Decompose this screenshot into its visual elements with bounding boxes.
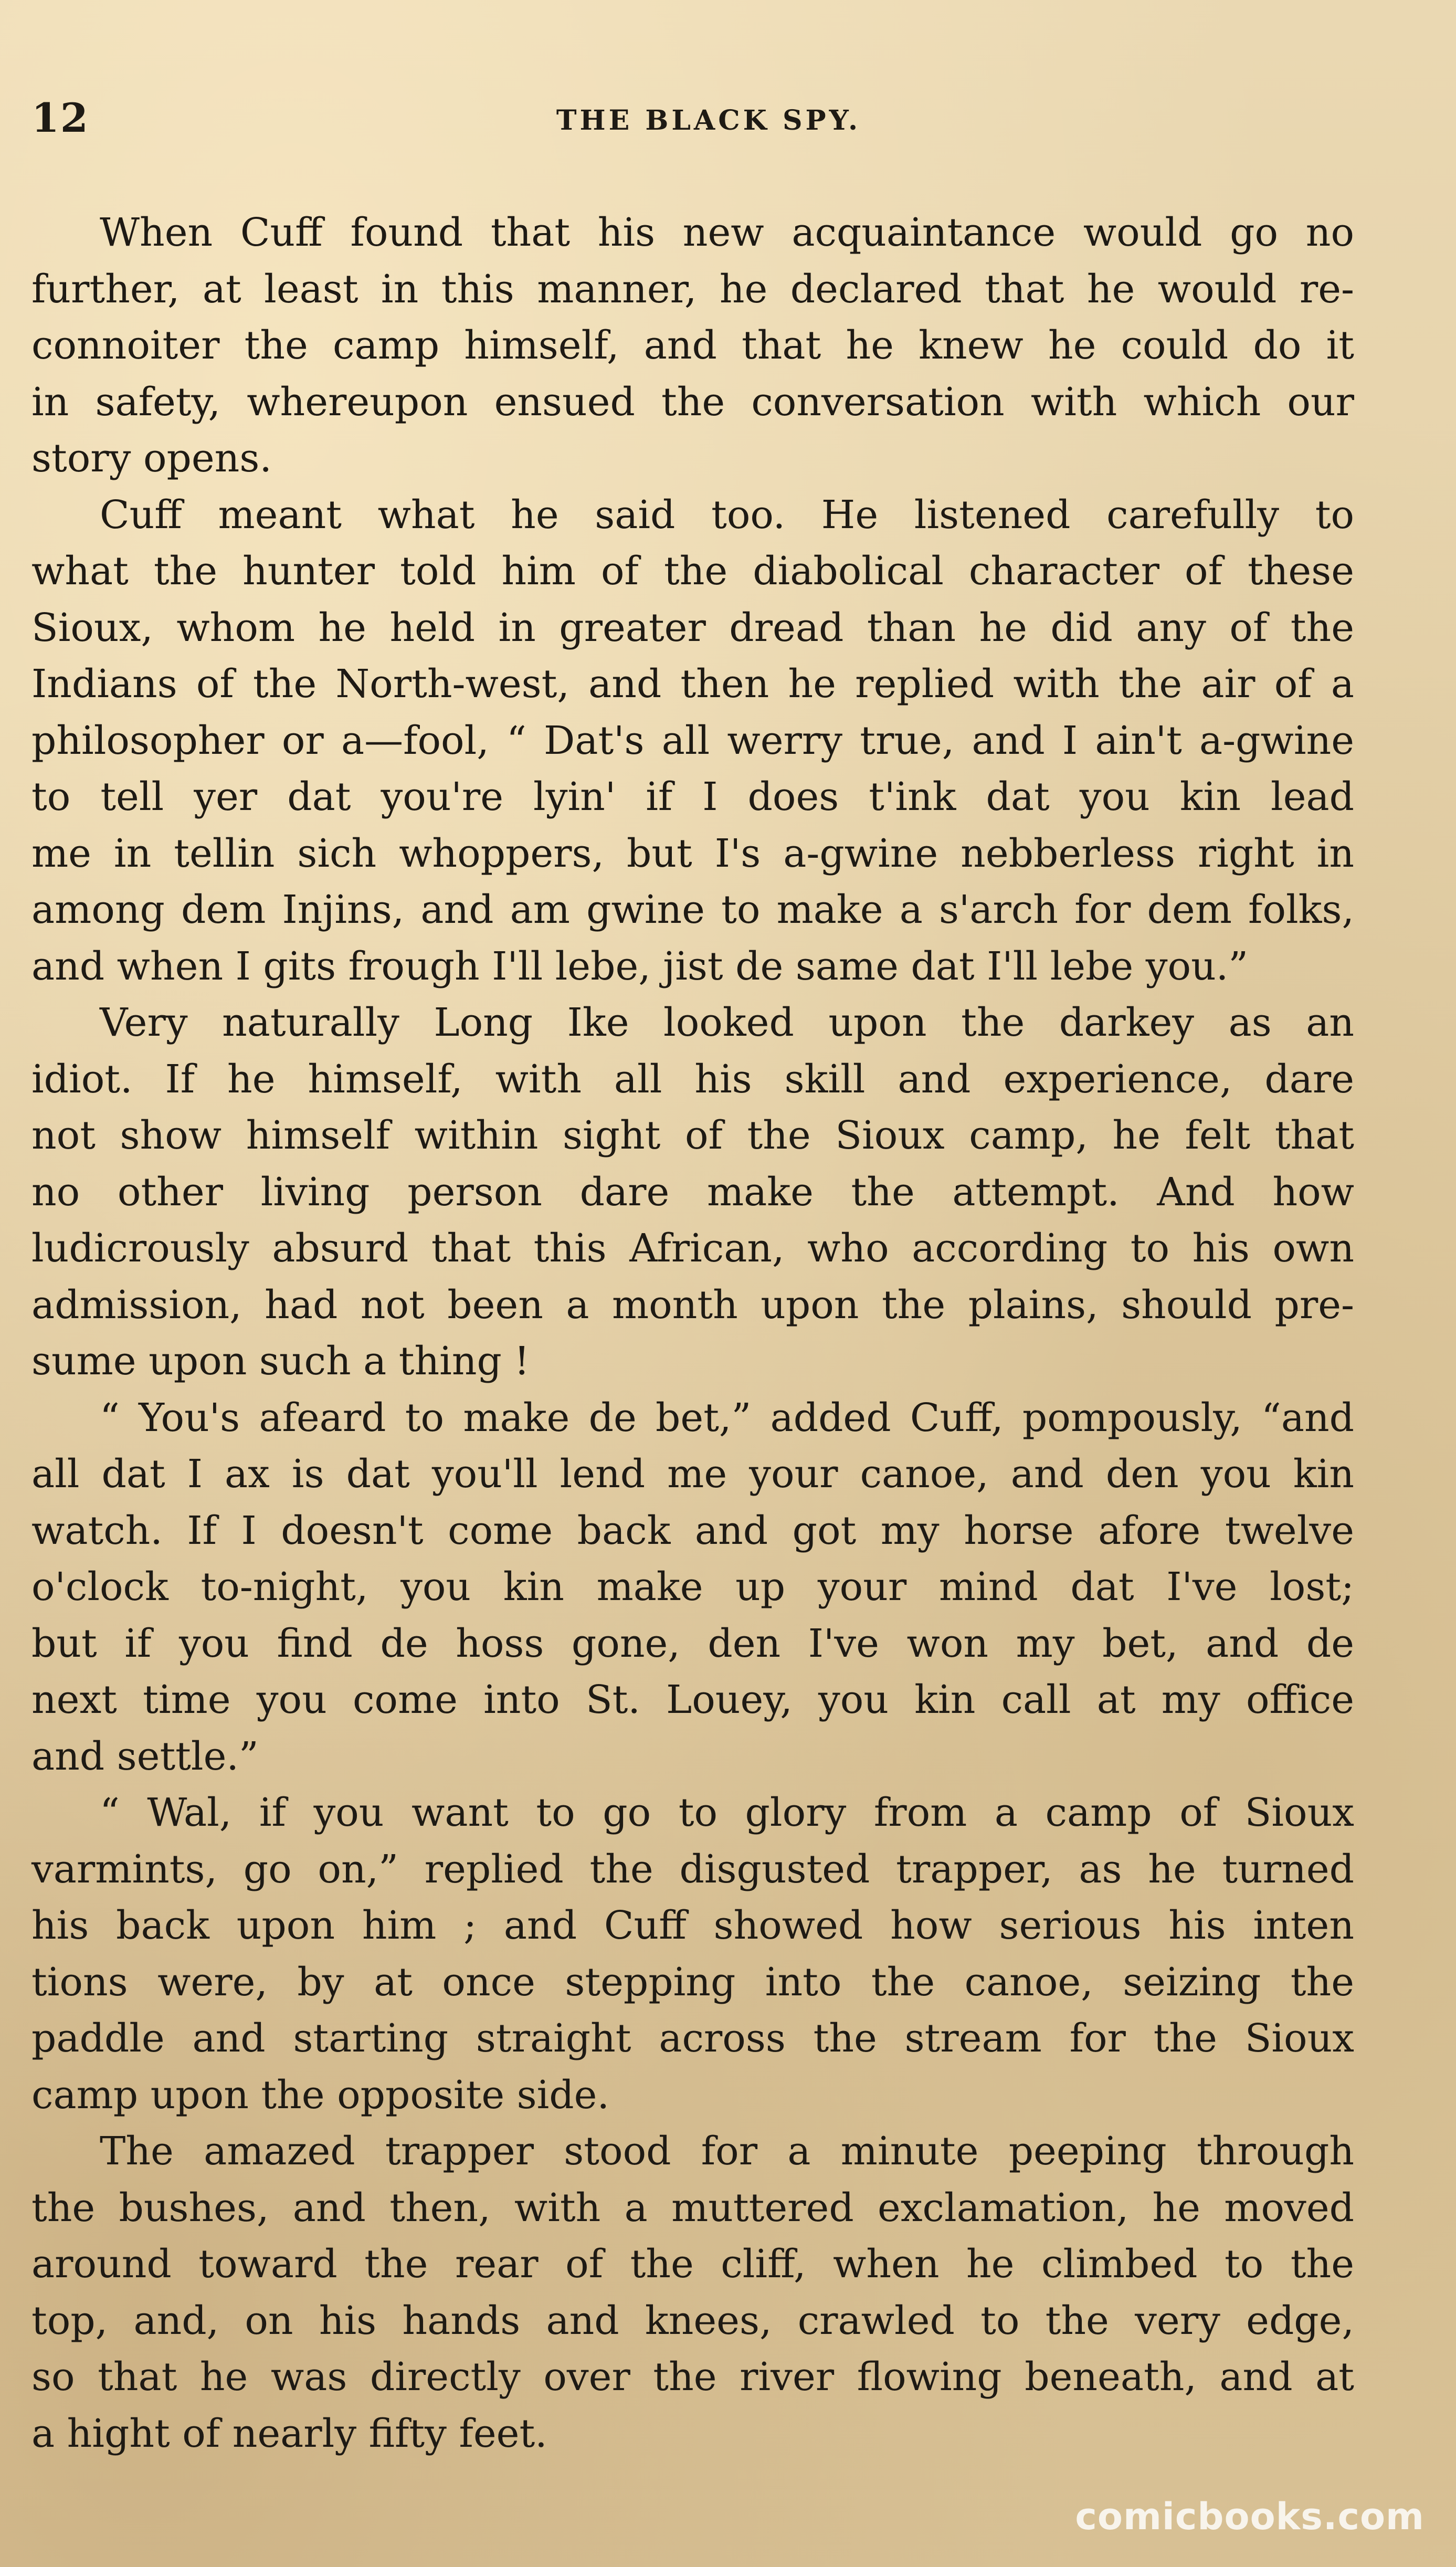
text-line: so that he was directly over the river flowing beneath, and at	[31, 2354, 1354, 2400]
text-line: but if you find de hoss gone, den I've won my bet, and de	[31, 1621, 1354, 1666]
text-line: and settle.”	[31, 1733, 259, 1779]
text-line: paddle and starting straight across the stream for the Sioux	[31, 2016, 1354, 2061]
text-line: “ Wal, if you want to go to glory from a camp of Sioux	[100, 1790, 1354, 1835]
paragraph-2	[31, 487, 1354, 995]
text-line: and when I gits frough I'll lebe, jist de same dat I'll lebe you.”	[31, 943, 1249, 989]
page-number: 12	[31, 94, 89, 141]
paragraph-5	[31, 1785, 1354, 2123]
paragraph-3	[31, 995, 1354, 1390]
text-line: among dem Injins, and am gwine to make a s'arch for dem folks,	[31, 887, 1354, 932]
paragraph-6	[31, 2123, 1354, 2462]
text-line: o'clock to-night, you kin make up your mind dat I've lost;	[31, 1564, 1354, 1609]
text-line: ludicrously absurd that this African, who according to his own	[31, 1226, 1354, 1271]
text-line: Very naturally Long Ike looked upon the darkey as an	[100, 1000, 1354, 1045]
body-text	[31, 205, 1354, 2462]
text-line: connoiter the camp himself, and that he knew he could do it	[31, 323, 1354, 368]
text-line: Sioux, whom he held in greater dread than he did any of the	[31, 605, 1354, 650]
text-line: When Cuff found that his new acquaintance would go no	[100, 210, 1354, 255]
text-line: admission, had not been a month upon the plains, should pre-	[31, 1282, 1354, 1328]
text-line: what the hunter told him of the diabolical character of these	[31, 549, 1354, 594]
text-line: story opens.	[31, 436, 272, 481]
text-line: “ You's afeard to make de bet,” added Cuff, pompously, “and	[100, 1395, 1354, 1440]
text-line: philosopher or a—fool, “ Dat's all werry true, and I ain't a-gwine	[31, 718, 1354, 763]
text-line: Cuff meant what he said too. He listened carefully to	[100, 492, 1354, 538]
text-line: camp upon the opposite side.	[31, 2072, 609, 2118]
text-line: in safety, whereupon ensued the conversation with which our	[31, 379, 1354, 425]
text-line: next time you come into St. Louey, you kin call at my office	[31, 1677, 1354, 1722]
text-line: sume upon such a thing !	[31, 1339, 530, 1384]
text-line: a hight of nearly fifty feet.	[31, 2411, 547, 2456]
text-line: the bushes, and then, with a muttered exclamation, he moved	[31, 2185, 1354, 2231]
text-line: not show himself within sight of the Sioux camp, he felt that	[31, 1113, 1354, 1158]
text-line: all dat I ax is dat you'll lend me your canoe, and den you kin	[31, 1451, 1354, 1497]
text-line: The amazed trapper stood for a minute peeping through	[100, 2129, 1354, 2174]
watermark: comicbooks.com	[1075, 2495, 1425, 2538]
page-header	[31, 92, 1386, 150]
text-line: his back upon him ; and Cuff showed how serious his inten	[31, 1903, 1354, 1948]
text-line: watch. If I doesn't come back and got my horse afore twelve	[31, 1508, 1354, 1553]
text-line: to tell yer dat you're lyin' if I does t'ink dat you kin lead	[31, 774, 1354, 819]
paragraph-4	[31, 1390, 1354, 1785]
text-line: idiot. If he himself, with all his skill and experience, dare	[31, 1056, 1354, 1102]
text-line: further, at least in this manner, he declared that he would re-	[31, 266, 1354, 312]
text-line: me in tellin sich whoppers, but I's a-gwine nebberless right in	[31, 830, 1354, 876]
paragraph-1	[31, 205, 1354, 487]
text-line: tions were, by at once stepping into the canoe, seizing the	[31, 1959, 1354, 2005]
running-head: THE BLACK SPY.	[556, 104, 861, 136]
text-line: around toward the rear of the cliff, when he climbed to the	[31, 2242, 1354, 2287]
text-line: top, and, on his hands and knees, crawled to the very edge,	[31, 2298, 1354, 2343]
text-line: varmints, go on,” replied the disgusted trapper, as he turned	[31, 1846, 1354, 1892]
text-line: Indians of the North-west, and then he replied with the air of a	[31, 661, 1354, 707]
text-line: no other living person dare make the attempt. And how	[31, 1169, 1354, 1215]
